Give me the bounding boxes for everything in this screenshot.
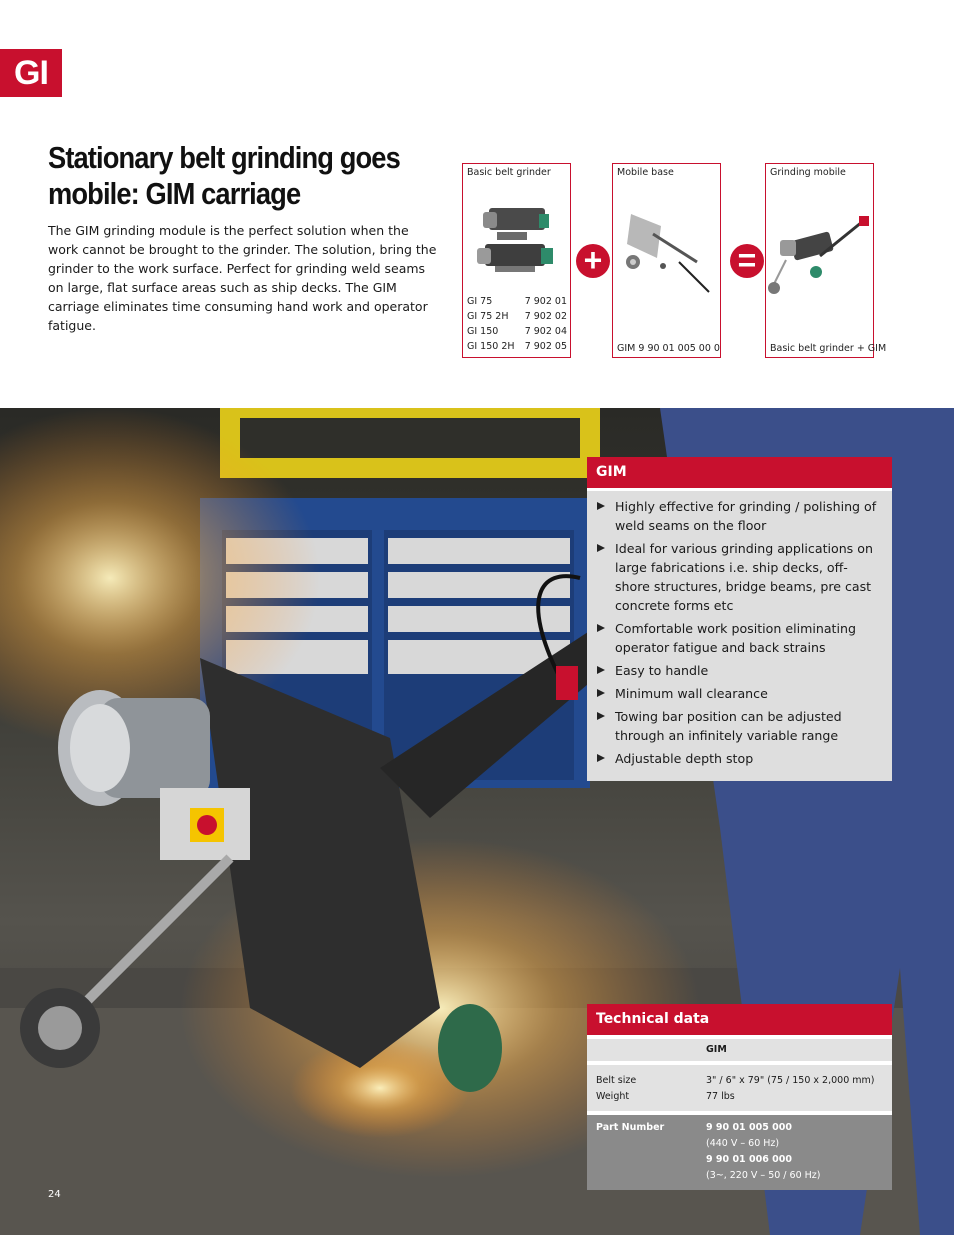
part-number-label: Part Number bbox=[596, 1122, 665, 1133]
mobile-base-footer: GIM 9 90 01 005 00 0 bbox=[617, 343, 720, 354]
column-label: GIM bbox=[706, 1044, 727, 1055]
part-note: (3~, 220 V – 50 / 60 Hz) bbox=[706, 1170, 821, 1181]
feature-item: Minimum wall clearance bbox=[596, 684, 880, 703]
feature-item: Towing bar position can be adjusted through an infinitely variable range bbox=[596, 707, 880, 745]
grinding-mobile-illustration bbox=[766, 210, 876, 300]
feature-list bbox=[587, 491, 892, 768]
basic-model-list bbox=[467, 294, 567, 354]
spec-value: 3" / 6" x 79" (75 / 150 x 2,000 mm) bbox=[706, 1075, 875, 1086]
part-number-list bbox=[706, 1120, 892, 1184]
technical-data-panel bbox=[587, 1004, 892, 1190]
page-number: 24 bbox=[48, 1189, 61, 1200]
spec-label: Weight bbox=[596, 1091, 630, 1102]
technical-column-header bbox=[587, 1039, 892, 1065]
basic-belt-grinder-box bbox=[462, 163, 571, 358]
feature-item: Ideal for various grinding applications on large fabrications i.e. ship decks, off-shore structures, bridge beams, pre cast concrete forms etc bbox=[596, 539, 880, 615]
basic-belt-grinder-title: Basic belt grinder bbox=[467, 167, 551, 178]
spec-value: 77 lbs bbox=[706, 1091, 735, 1102]
spec-row bbox=[587, 1089, 892, 1105]
mobile-base-box bbox=[612, 163, 721, 358]
model-row: GI 75 7 902 01 bbox=[467, 296, 567, 307]
grinding-mobile-box bbox=[765, 163, 887, 358]
mobile-base-title: Mobile base bbox=[617, 167, 674, 178]
belt-grinder-illustration bbox=[469, 206, 565, 276]
gim-panel-title: GIM bbox=[587, 457, 892, 491]
intro-paragraph: The GIM grinding module is the perfect solution when the work cannot be brought to the grinder. The solution, bring the grinder to the work surface. Perfect for grinding weld seams on large, flat surface areas such as ship decks. The GIM carriage eliminates time consuming hand work and operator fatigue. bbox=[48, 223, 437, 333]
spec-label: Belt size bbox=[596, 1075, 637, 1086]
part-number-row bbox=[587, 1115, 892, 1190]
model-row: GI 150 7 902 04 bbox=[467, 326, 567, 337]
technical-data-title: Technical data bbox=[587, 1004, 892, 1039]
model-row: GI 75 2H 7 902 02 bbox=[467, 311, 567, 322]
feature-item: Highly effective for grinding / polishing of weld seams on the floor bbox=[596, 497, 880, 535]
grinding-mobile-title: Grinding mobile bbox=[770, 167, 846, 178]
feature-item: Adjustable depth stop bbox=[596, 749, 880, 768]
plus-icon: + bbox=[576, 244, 610, 278]
feature-item: Easy to handle bbox=[596, 661, 880, 680]
spec-table bbox=[587, 1065, 892, 1115]
feature-item: Comfortable work position eliminating operator fatigue and back strains bbox=[596, 619, 880, 657]
part-number: 9 90 01 005 000 bbox=[706, 1122, 792, 1133]
part-number: 9 90 01 006 000 bbox=[706, 1154, 792, 1165]
model-row: GI 150 2H 7 902 05 bbox=[467, 341, 567, 352]
gim-features-panel bbox=[587, 457, 892, 781]
mobile-base-illustration bbox=[617, 204, 717, 304]
page-headline: Stationary belt grinding goes mobile: GIM carriage bbox=[48, 140, 400, 211]
part-note: (440 V – 60 Hz) bbox=[706, 1138, 780, 1149]
grinding-mobile-footer: Basic belt grinder + GIM bbox=[770, 343, 887, 354]
equals-icon: = bbox=[730, 244, 764, 278]
spec-row bbox=[587, 1073, 892, 1089]
section-tab: GI bbox=[0, 49, 62, 97]
